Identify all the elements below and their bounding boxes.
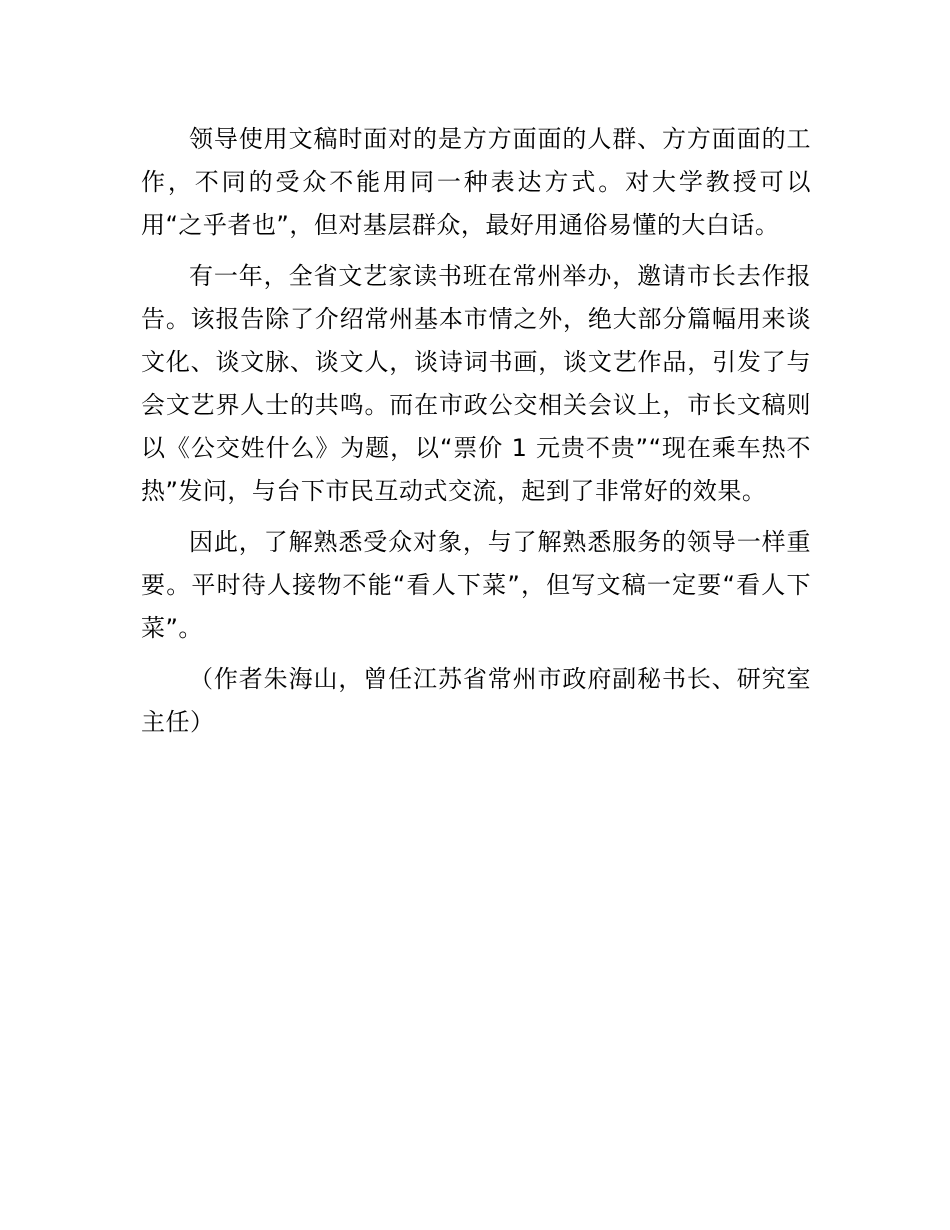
paragraph-conclusion: 因此，了解熟悉受众对象，与了解熟悉服务的领导一样重要。平时待人接物不能“看人下菜”，但写文稿一定要“看人下菜”。 <box>141 528 811 642</box>
paragraph-example: 有一年，全省文艺家读书班在常州举办，邀请市长去作报告。该报告除了介绍常州基本市情之外，绝大部分篇幅用来谈文化、谈文脉、谈文人，谈诗词书画，谈文艺作品，引发了与会文艺界人士的共鸣。而在市政公交相关会议上，市长文稿则以《公交姓什么》为题，以“票价 1 元贵不贵”“现在乘车热不热”发问，与台下市民互动式交流，起到了非常好的效果。 <box>141 262 811 505</box>
document-body <box>141 118 811 752</box>
author-note: （作者朱海山，曾任江苏省常州市政府副秘书长、研究室主任） <box>141 665 811 736</box>
paragraph-audience: 领导使用文稿时面对的是方方面面的人群、方方面面的工作，不同的受众不能用同一种表达方式。对大学教授可以用“之乎者也”，但对基层群众，最好用通俗易懂的大白话。 <box>141 125 811 239</box>
